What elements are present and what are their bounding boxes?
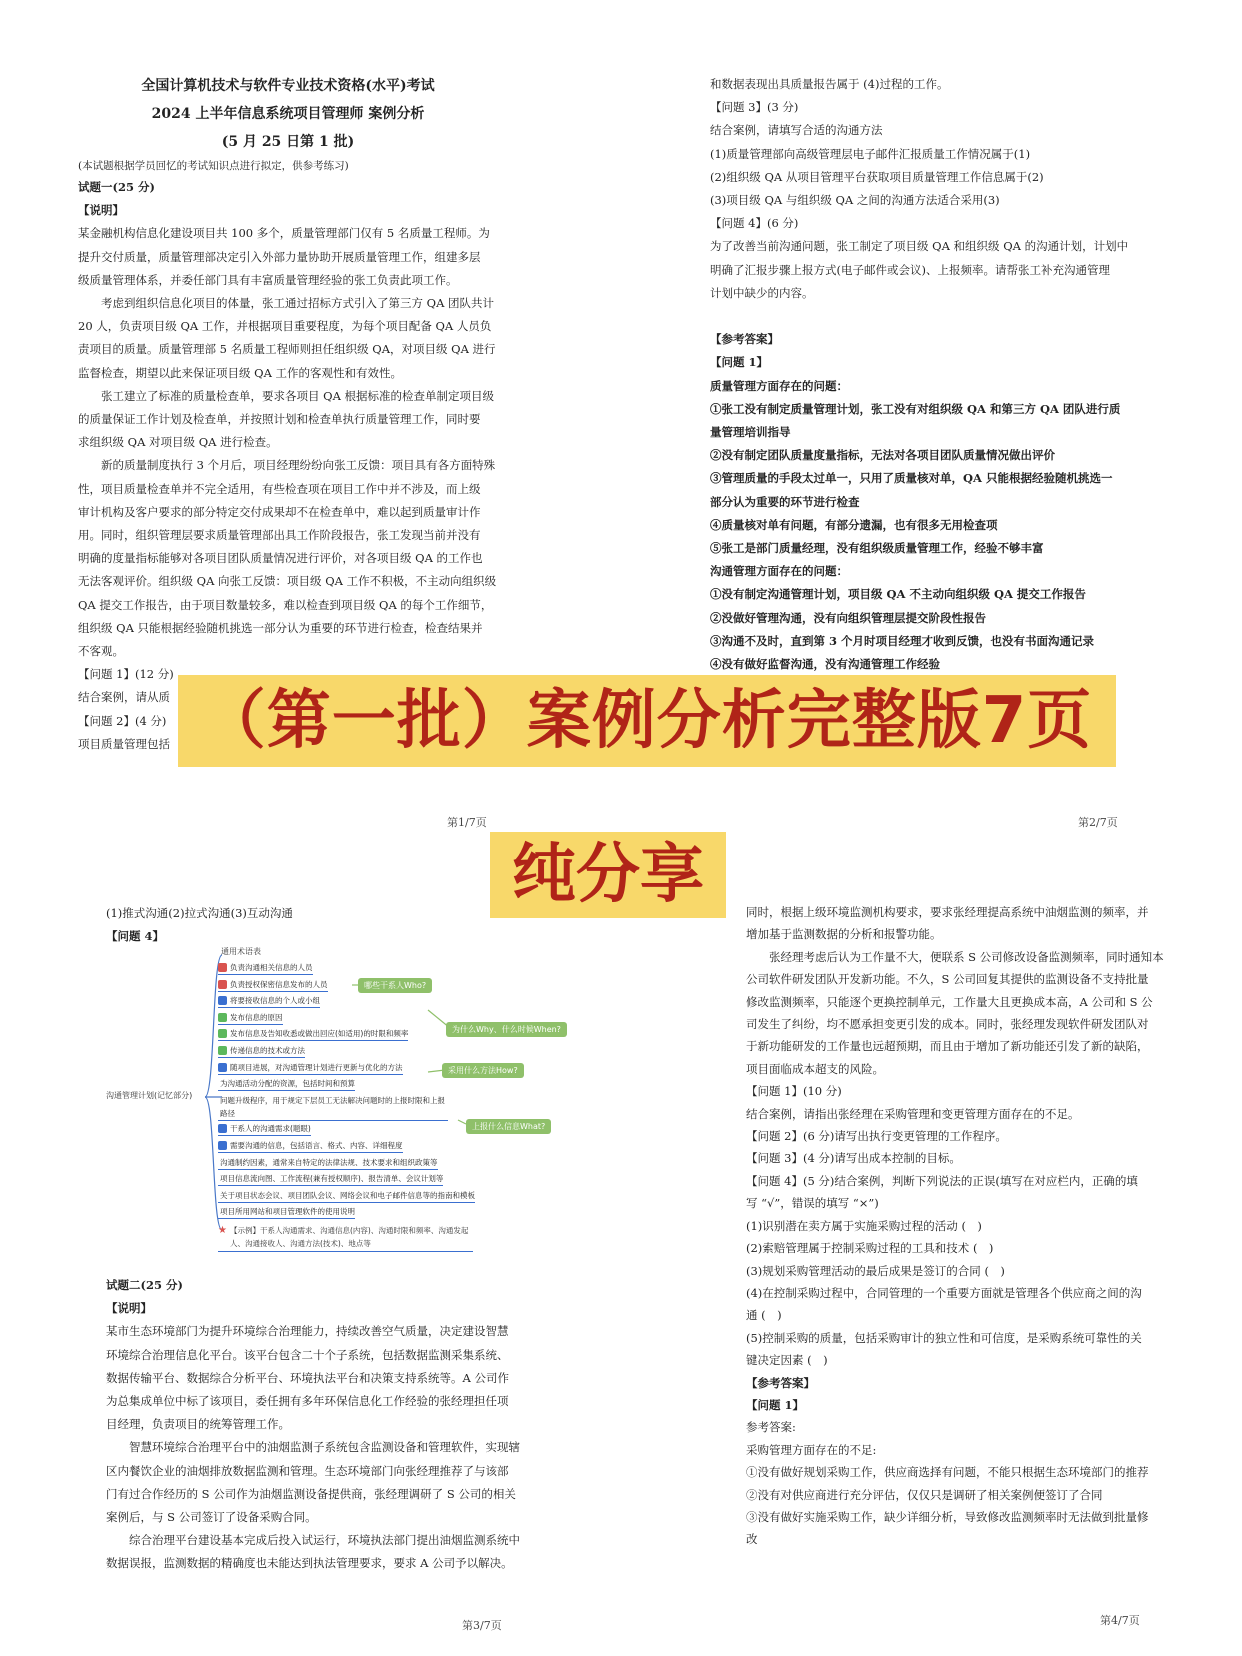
text-line: 【说明】 <box>106 1301 152 1316</box>
bullet-icon <box>218 980 227 989</box>
text-line: 【问题 3】(3 分) <box>710 100 799 115</box>
text-line <box>710 305 1150 328</box>
text-line: 为总集成单位中标了该项目，委任拥有多年环保信息化工作经验的张经理担任项 <box>106 1394 509 1409</box>
text-line: 综合治理平台建设基本完成后投入试运行，环境执法部门提出油烟监测系统中 <box>129 1533 520 1548</box>
mindmap-root: 沟通管理计划(记忆部分) <box>106 1091 193 1100</box>
text-line: 和数据表现出具质量报告属于 (4)过程的工作。 <box>710 77 949 91</box>
text-line: (2)组织级 QA 从项目管理平台获取项目质量管理工作信息属于(2) <box>710 169 1044 184</box>
text-line: ⑤张工是部门质量经理，没有组织级质量管理工作，经验不够丰富 <box>710 541 1044 556</box>
text-line: 明确了汇报步骤上报方式(电子邮件或会议)、上报频率。请帮张工补充沟通管理 <box>710 262 1110 277</box>
text-line: 通 ( ) <box>746 1308 782 1323</box>
text-line: 不客观。 <box>78 644 124 659</box>
text-line: 20 人，负责项目级 QA 工作，并根据项目重要程度，为每个项目配备 QA 人员负 <box>78 319 492 334</box>
page-number: 第3/7页 <box>462 1619 502 1632</box>
text-line: 环境综合治理信息化平台。该平台包含二十个子系统，包括数据监测采集系统、 <box>106 1347 509 1362</box>
text-line: (5)控制采购的质量，包括采购审计的独立性和可信度，是采购系统可靠性的关 <box>746 1330 1142 1345</box>
mindmap-node-what: 上报什么信息What? <box>466 1119 551 1134</box>
mindmap-item <box>218 1205 355 1219</box>
text-line: 【问题 1】 <box>746 1397 805 1412</box>
text-line: ②没做好管理沟通，没有向组织管理层提交阶段性报告 <box>710 610 986 625</box>
text-line: 张经理考虑后认为工作量不大，便联系 S 公司修改设备监测频率，同时通知本 <box>769 949 1164 964</box>
text-line: 【问题 2】(4 分) <box>78 713 167 728</box>
text-line: 责项目的质量。质量管理部 5 名质量工程师则担任组织级 QA，对项目级 QA 进行 <box>78 342 496 357</box>
text-line: ①张工没有制定质量管理计划，张工没有对组织级 QA 和第三方 QA 团队进行质 <box>710 401 1121 416</box>
text-line: 提升交付质量，质量管理部决定引入外部力量协助开展质量管理工作，组建多层 <box>78 249 481 264</box>
text-line: QA 提交工作报告，由于项目数量较多，难以检查到项目级 QA 的每个工作细节， <box>78 597 493 612</box>
mindmap-item <box>218 1044 305 1058</box>
text-line: 求组织级 QA 对项目级 QA 进行检查。 <box>78 435 278 450</box>
text-line: 【问题 4】(6 分) <box>710 216 799 231</box>
mindmap-item <box>218 978 328 992</box>
text-line: 数据误报，监测数据的精确度也未能达到执法管理要求，要求 A 公司予以解决。 <box>106 1556 513 1571</box>
text-line: 质量管理方面存在的问题： <box>710 378 848 393</box>
text-line: 监督检查，期望以此来保证项目级 QA 工作的客观性和有效性。 <box>78 365 403 380</box>
mindmap-item <box>218 961 313 975</box>
page-number: 第2/7页 <box>1078 816 1118 829</box>
text-line: ③没有做好实施采购工作，缺少详细分析，导致修改监测频率时无法做到批量修 <box>746 1509 1149 1524</box>
exam-title: 全国计算机技术与软件专业技术资格(水平)考试 <box>141 78 435 94</box>
text-line: ②没有制定团队质量度量指标，无法对各项目团队质量情况做出评价 <box>710 448 1055 463</box>
mindmap-item <box>218 1027 408 1041</box>
text-line: (1)质量管理部向高级管理层电子邮件汇报质量工作情况属于(1) <box>710 146 1031 161</box>
mindmap-item-text: 项目所用网站和项目管理软件的使用说明 <box>220 1207 355 1217</box>
text-line: 【问题 1】(12 分) <box>78 667 174 682</box>
text-line: 修改监测频率，只能逐个更换控制单元，工作量大且更换成本高，A 公司和 S 公 <box>746 994 1153 1009</box>
mindmap-item <box>218 1156 438 1170</box>
text-line: 用。同时，组织管理层要求质量管理部出具工作阶段报告，张工发现当前并没有 <box>78 528 481 543</box>
text-line: 公司软件研发团队开发新功能。不久，S 公司回复其提供的监测设备不支持批量 <box>746 972 1149 987</box>
mindmap-item <box>218 1094 448 1121</box>
text-line: 无法客观评价。组织级 QA 向张工反馈：项目级 QA 工作不积极，不主动向组织级 <box>78 574 497 589</box>
mindmap-item <box>218 1139 403 1153</box>
text-line: 【参考答案】 <box>710 332 779 347</box>
mindmap-item <box>218 1172 443 1186</box>
bullet-icon <box>218 963 227 972</box>
text-line: 案例后，与 S 公司签订了设备采购合同。 <box>106 1510 317 1525</box>
text-line: 试题二(25 分) <box>106 1278 183 1292</box>
text-line: 【问题 2】(6 分)请写出执行变更管理的工作程序。 <box>746 1129 1007 1144</box>
overlay-banner-title: （第一批）案例分析完整版7页 <box>178 675 1116 767</box>
mindmap-item-text: 为沟通活动分配的资源，包括时间和预算 <box>220 1079 355 1089</box>
text-line: 为了改善当前沟通问题，张工制定了项目级 QA 和组织级 QA 的沟通计划，计划中 <box>710 239 1129 254</box>
bullet-icon <box>218 1046 227 1055</box>
text-line: 同时，根据上级环境监测机构要求，要求张经理提高系统中油烟监测的频率，并 <box>746 905 1149 919</box>
text-line: 改 <box>746 1532 758 1547</box>
mindmap-example <box>218 1224 473 1252</box>
text-line: ③管理质量的手段太过单一，只用了质量核对单，QA 只能根据经验随机挑选一 <box>710 471 1113 486</box>
text-line: ②没有对供应商进行充分评估，仅仅只是调研了相关案例便签订了合同 <box>746 1487 1103 1502</box>
text-line: ④没有做好监督沟通，没有沟通管理工作经验 <box>710 657 940 672</box>
text-line: 某金融机构信息化建设项目共 100 多个，质量管理部门仅有 5 名质量工程师。为 <box>78 226 490 241</box>
text-line: ④质量核对单有问题，有部分遗漏，也有很多无用检查项 <box>710 517 998 532</box>
text-line: 采购管理方面存在的不足: <box>746 1442 877 1457</box>
text-line: (4)在控制采购过程中，合同管理的一个重要方面就是管理各个供应商之间的沟 <box>746 1285 1142 1300</box>
question-heading: 【问题 4】 <box>106 929 165 944</box>
page-2-body <box>710 73 1150 676</box>
text-line: 键决定因素 ( ) <box>746 1353 828 1368</box>
text-line: 沟通管理方面存在的问题： <box>710 564 848 579</box>
text-line: 目经理，负责项目的统筹管理工作。 <box>106 1417 290 1432</box>
mindmap-item <box>218 1011 283 1025</box>
mindmap-item <box>218 994 320 1008</box>
mindmap-item-text: 随项目进展，对沟通管理计划进行更新与优化的方法 <box>230 1062 403 1072</box>
text-line: 参考答案: <box>746 1420 796 1435</box>
text-line: ①没有做好规划采购工作，供应商选择有问题，不能只根据生态环境部门的推荐 <box>746 1465 1149 1480</box>
bullet-icon <box>218 996 227 1005</box>
text-line: 级质量管理体系，并委任部门具有丰富质量管理经验的张工负责此项工作。 <box>78 272 458 287</box>
mindmap-item-text: 传递信息的技术或方法 <box>230 1046 305 1055</box>
mindmap-item-text: 需要沟通的信息，包括语言、格式、内容、详细程度 <box>230 1141 403 1150</box>
text-line: 区内餐饮企业的油烟排放数据监测和管理。生态环境部门向张经理推荐了与该部 <box>106 1463 509 1478</box>
text-line: ③沟通不及时，直到第 3 个月时项目经理才收到反馈，也没有书面沟通记录 <box>710 633 1095 648</box>
exam-batch: (5 月 25 日第 1 批) <box>221 134 355 150</box>
mindmap-item-text: 项目信息流向图、工作流程(兼有授权顺序)、报告清单、会议计划等 <box>220 1174 444 1184</box>
text-line: 结合案例，请填写合适的沟通方法 <box>710 123 883 138</box>
mindmap-example-text: 【示例】干系人沟通需求、沟通信息(内容)、沟通时限和频率、沟通发起人、沟通接收人、沟通方法(技术)、地点等 <box>230 1226 469 1248</box>
text-line: (2)索赔管理属于控制采购过程的工具和技术 ( ) <box>746 1241 994 1256</box>
mindmap-node-who: 哪些干系人Who? <box>358 978 432 993</box>
text-line: (3)项目级 QA 与组织级 QA 之间的沟通方法适合采用(3) <box>710 193 1000 208</box>
text-line: 智慧环境综合治理平台中的油烟监测子系统包含监测设备和管理软件，实现辖 <box>129 1440 520 1455</box>
text-line: 量管理培训指导 <box>710 425 791 440</box>
text-line: 结合案例，请指出张经理在采购管理和变更管理方面存在的不足。 <box>746 1106 1080 1121</box>
text-line: 张工建立了标准的质量检查单，要求各项目 QA 根据标准的检查单制定项目级 <box>101 388 495 403</box>
mindmap-item-text: 负责沟通相关信息的人员 <box>230 963 313 972</box>
text-line: 门有过合作经历的 S 公司作为油烟监测设备提供商，张经理调研了 S 公司的相关 <box>106 1486 516 1501</box>
mindmap-item-text: 发布信息及告知收悉或做出回应(如适用)的时限和频率 <box>230 1029 409 1039</box>
mindmap-item <box>218 1122 311 1136</box>
mindmap-item <box>218 1189 475 1203</box>
page-4-body <box>746 901 1176 1551</box>
star-icon: ★ <box>218 1225 227 1236</box>
mindmap-item-text: 发布信息的原因 <box>230 1012 283 1022</box>
text-line: 【参考答案】 <box>746 1375 815 1390</box>
exam-note: (本试题根据学员回忆的考试知识点进行拟定，供参考练习) <box>78 160 349 172</box>
text-line: 项目面临成本超支的风险。 <box>746 1061 884 1076</box>
text-line: (1)识别潜在卖方属于实施采购过程的活动 ( ) <box>746 1218 982 1233</box>
text-line: (3)规划采购管理活动的最后成果是签订的合同 ( ) <box>746 1263 1005 1278</box>
overlay-banner-share: 纯分享 <box>490 832 726 918</box>
mindmap-node-why-when: 为什么Why、什么时候When? <box>446 1022 567 1037</box>
bullet-icon <box>218 1013 227 1022</box>
text-line: 计划中缺少的内容。 <box>710 285 814 300</box>
text-line: 写 “√”，错误的填写 “×”) <box>746 1196 879 1211</box>
mindmap-header: 通用术语表 <box>221 947 261 956</box>
text-line: 增加基于监测数据的分析和报警功能。 <box>746 927 942 942</box>
text-line: 试题一(25 分) <box>78 180 155 194</box>
text-line: 审计机构及客户要求的部分特定交付成果却不在检查单中，难以起到质量审计作 <box>78 504 481 519</box>
text-line: 【问题 1】(10 分) <box>746 1084 842 1099</box>
bullet-icon <box>218 1141 227 1150</box>
text-line: 明确的度量指标能够对各项目团队质量情况进行评价，对各项目级 QA 的工作也 <box>78 551 483 566</box>
bullet-icon <box>218 1063 227 1072</box>
text-line: 【问题 3】(4 分)请写出成本控制的目标。 <box>746 1151 961 1166</box>
page-3-body <box>106 1274 526 1576</box>
answer-line: (1)推式沟通(2)拉式沟通(3)互动沟通 <box>106 906 293 920</box>
text-line: 新的质量制度执行 3 个月后，项目经理纷纷向张工反馈：项目具有各方面特殊 <box>101 458 496 473</box>
exam-subtitle: 2024 上半年信息系统项目管理师 案例分析 <box>151 106 425 122</box>
text-line: ①没有制定沟通管理计划，项目级 QA 不主动向组织级 QA 提交工作报告 <box>710 587 1086 602</box>
bullet-icon <box>218 1124 227 1133</box>
text-line: 【问题 1】 <box>710 355 769 370</box>
text-line: 组织级 QA 只能根据经验随机挑选一部分认为重要的环节进行检查，检查结果并 <box>78 620 483 635</box>
text-line: 司发生了纠纷，均不愿承担变更引发的成本。同时，张经理发现软件研发团队对 <box>746 1017 1149 1032</box>
text-line: 性，项目质量检查单并不完全适用，有些检查项在项目工作中并不涉及，而上级 <box>78 481 481 496</box>
mindmap-node-how: 采用什么方法How? <box>442 1063 524 1078</box>
page-1-body <box>78 176 498 756</box>
text-line: 【问题 4】(5 分)结合案例，判断下列说法的正误(填写在对应栏内，正确的填 <box>746 1173 1138 1188</box>
mindmap-item-text: 沟通制约因素，通常来自特定的法律法规、技术要求和组织政策等 <box>220 1157 438 1167</box>
mindmap-item-text: 负责授权保密信息发布的人员 <box>230 979 328 989</box>
text-line: 某市生态环境部门为提升环境综合治理能力，持续改善空气质量，决定建设智慧 <box>106 1324 509 1339</box>
mindmap-item <box>218 1061 403 1075</box>
text-line: 部分认为重要的环节进行检查 <box>710 494 860 509</box>
text-line: 于新功能研发的工作量也远超预期，而且由于增加了新功能还引发了新的缺陷， <box>746 1039 1149 1054</box>
page-number: 第1/7页 <box>447 816 487 829</box>
mindmap-item-text: 将要接收信息的个人或小组 <box>230 996 320 1006</box>
text-line: 项目质量管理包括 <box>78 736 170 751</box>
text-line: 考虑到组织信息化项目的体量，张工通过招标方式引入了第三方 QA 团队共计 <box>101 296 495 311</box>
mindmap-item-text: 干系人的沟通需求(题眼) <box>230 1124 311 1134</box>
text-line: 【说明】 <box>78 203 124 218</box>
page-number: 第4/7页 <box>1100 1614 1140 1627</box>
bullet-icon <box>218 1029 227 1038</box>
mindmap-item-text: 问题升级程序，用于规定下层员工无法解决问题时的上报时限和上报路径 <box>220 1095 445 1118</box>
mindmap-item <box>218 1077 355 1091</box>
text-line: 的质量保证工作计划及检查单，并按照计划和检查单执行质量管理工作，同时要 <box>78 412 481 427</box>
mindmap-item-text: 关于项目状态会议、项目团队会议、网络会议和电子邮件信息等的指南和模板 <box>220 1190 475 1200</box>
text-line: 结合案例，请从质 <box>78 690 170 705</box>
text-line: 数据传输平台、数据综合分析平台、环境执法平台和决策支持系统等。A 公司作 <box>106 1370 509 1385</box>
